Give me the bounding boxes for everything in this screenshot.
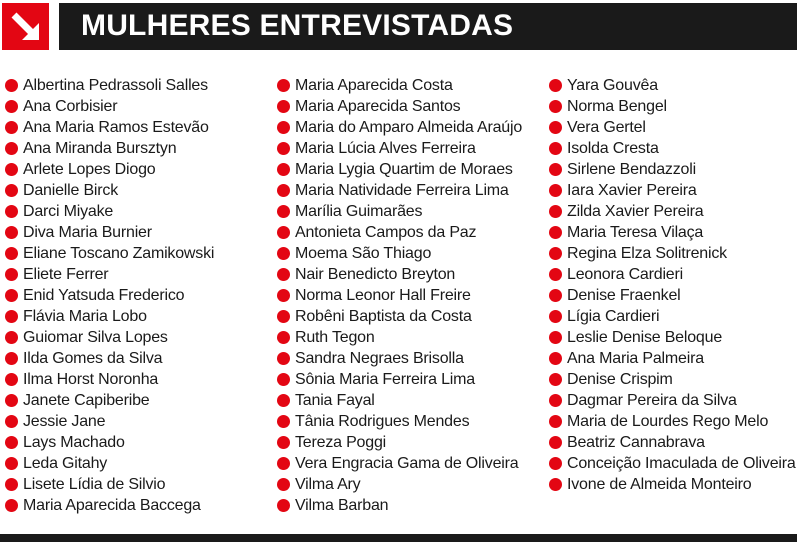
list-item xyxy=(549,243,796,264)
interviewee-name: Vilma Barban xyxy=(295,497,389,514)
bullet-icon xyxy=(277,184,290,197)
bullet-icon xyxy=(277,499,290,512)
bullet-icon xyxy=(549,373,562,386)
bullet-icon xyxy=(277,142,290,155)
bullet-icon xyxy=(549,247,562,260)
list-item xyxy=(5,495,214,516)
list-item xyxy=(277,327,522,348)
interviewee-name: Robêni Baptista da Costa xyxy=(295,308,472,325)
list-item xyxy=(5,96,214,117)
bullet-icon xyxy=(5,205,18,218)
bullet-icon xyxy=(5,184,18,197)
bullet-icon xyxy=(277,352,290,365)
bullet-icon xyxy=(277,100,290,113)
interviewee-name: Leda Gitahy xyxy=(23,455,108,472)
bullet-icon xyxy=(277,478,290,491)
interviewee-name: Sirlene Bendazzoli xyxy=(567,161,696,178)
list-item xyxy=(5,180,214,201)
bullet-icon xyxy=(549,394,562,407)
interviewee-name: Ilma Horst Noronha xyxy=(23,371,159,388)
interviewee-name: Denise Fraenkel xyxy=(567,287,681,304)
bullet-icon xyxy=(549,436,562,449)
header-badge xyxy=(2,3,49,50)
interviewee-name: Norma Leonor Hall Freire xyxy=(295,287,471,304)
interviewee-name: Vilma Ary xyxy=(295,476,361,493)
list-item xyxy=(277,411,522,432)
bullet-icon xyxy=(277,415,290,428)
interviewee-name: Ruth Tegon xyxy=(295,329,375,346)
list-item xyxy=(549,432,796,453)
list-item xyxy=(277,159,522,180)
interviewee-name: Janete Capiberibe xyxy=(23,392,150,409)
bullet-icon xyxy=(5,289,18,302)
list-item xyxy=(549,348,796,369)
interviewee-name: Enid Yatsuda Frederico xyxy=(23,287,185,304)
list-item xyxy=(277,453,522,474)
list-item xyxy=(5,243,214,264)
interviewee-name: Ana Maria Ramos Estevão xyxy=(23,119,209,136)
list-item xyxy=(549,369,796,390)
list-item xyxy=(277,75,522,96)
bullet-icon xyxy=(549,142,562,155)
bullet-icon xyxy=(277,457,290,470)
interviewee-name: Lisete Lídia de Silvio xyxy=(23,476,166,493)
interviewee-name: Ana Corbisier xyxy=(23,98,118,115)
interviewee-name: Flávia Maria Lobo xyxy=(23,308,147,325)
bullet-icon xyxy=(5,415,18,428)
bullet-icon xyxy=(5,499,18,512)
list-item xyxy=(5,264,214,285)
interviewee-name: Dagmar Pereira da Silva xyxy=(567,392,737,409)
interviewee-name: Leslie Denise Beloque xyxy=(567,329,723,346)
bullet-icon xyxy=(549,121,562,134)
bullet-icon xyxy=(5,142,18,155)
list-item xyxy=(277,180,522,201)
bullet-icon xyxy=(549,268,562,281)
list-item xyxy=(5,369,214,390)
interviewee-name: Marília Guimarães xyxy=(295,203,423,220)
list-item xyxy=(549,75,796,96)
interviewee-name: Maria do Amparo Almeida Araújo xyxy=(295,119,523,136)
bullet-icon xyxy=(277,247,290,260)
list-item xyxy=(5,117,214,138)
bullet-icon xyxy=(549,100,562,113)
bullet-icon xyxy=(549,331,562,344)
list-item xyxy=(549,201,796,222)
list-item xyxy=(277,495,522,516)
interviewee-name: Regina Elza Solitrenick xyxy=(567,245,727,262)
interviewee-name: Vera Engracia Gama de Oliveira xyxy=(295,455,519,472)
interviewee-name: Lays Machado xyxy=(23,434,125,451)
list-item xyxy=(5,285,214,306)
interviewee-name: Antonieta Campos da Paz xyxy=(295,224,477,241)
list-item xyxy=(277,243,522,264)
list-item xyxy=(549,96,796,117)
interviewee-name: Ana Maria Palmeira xyxy=(567,350,704,367)
list-item xyxy=(5,159,214,180)
interviewee-name: Beatriz Cannabrava xyxy=(567,434,705,451)
interviewee-name: Sandra Negraes Brisolla xyxy=(295,350,464,367)
list-item xyxy=(277,474,522,495)
arrow-down-right-icon xyxy=(2,3,49,50)
list-item xyxy=(549,390,796,411)
interviewee-name: Ilda Gomes da Silva xyxy=(23,350,163,367)
bullet-icon xyxy=(5,394,18,407)
bullet-icon xyxy=(549,163,562,176)
footer-bar xyxy=(0,534,797,542)
bullet-icon xyxy=(5,226,18,239)
list-item xyxy=(277,264,522,285)
list-item xyxy=(5,432,214,453)
interviewee-name: Maria Aparecida Costa xyxy=(295,77,453,94)
interviewee-name: Maria Natividade Ferreira Lima xyxy=(295,182,509,199)
list-item xyxy=(277,201,522,222)
bullet-icon xyxy=(5,352,18,365)
list-item xyxy=(5,474,214,495)
bullet-icon xyxy=(277,289,290,302)
interviewee-name: Iara Xavier Pereira xyxy=(567,182,697,199)
bullet-icon xyxy=(549,205,562,218)
interviewee-name: Lígia Cardieri xyxy=(567,308,660,325)
list-item xyxy=(549,180,796,201)
list-item xyxy=(549,327,796,348)
interviewee-name: Tereza Poggi xyxy=(295,434,386,451)
list-item xyxy=(549,474,796,495)
bullet-icon xyxy=(277,268,290,281)
bullet-icon xyxy=(277,79,290,92)
bullet-icon xyxy=(549,415,562,428)
list-item xyxy=(277,117,522,138)
list-item xyxy=(5,327,214,348)
list-item xyxy=(277,96,522,117)
interviewee-name: Darci Miyake xyxy=(23,203,114,220)
bullet-icon xyxy=(549,352,562,365)
interviewee-name: Maria Teresa Vilaça xyxy=(567,224,704,241)
bullet-icon xyxy=(5,268,18,281)
list-item xyxy=(277,306,522,327)
list-item xyxy=(549,138,796,159)
interviewee-name: Albertina Pedrassoli Salles xyxy=(23,77,208,94)
interviewee-name: Denise Crispim xyxy=(567,371,673,388)
list-item xyxy=(549,285,796,306)
interviewee-name: Danielle Birck xyxy=(23,182,119,199)
bullet-icon xyxy=(277,163,290,176)
list-item xyxy=(549,117,796,138)
bullet-icon xyxy=(5,163,18,176)
bullet-icon xyxy=(5,436,18,449)
interviewee-name: Tânia Rodrigues Mendes xyxy=(295,413,470,430)
list-item xyxy=(5,348,214,369)
list-item xyxy=(5,138,214,159)
bullet-icon xyxy=(549,478,562,491)
list-item xyxy=(549,453,796,474)
page-title: MULHERES ENTREVISTADAS xyxy=(81,9,514,42)
bullet-icon xyxy=(277,310,290,323)
interviewee-name: Jessie Jane xyxy=(23,413,106,430)
list-item xyxy=(277,369,522,390)
interviewee-name: Maria Aparecida Santos xyxy=(295,98,461,115)
interviewee-name: Guiomar Silva Lopes xyxy=(23,329,168,346)
list-item xyxy=(277,348,522,369)
list-item xyxy=(277,138,522,159)
interviewee-name: Nair Benedicto Breyton xyxy=(295,266,456,283)
bullet-icon xyxy=(549,79,562,92)
interviewee-name: Eliane Toscano Zamikowski xyxy=(23,245,215,262)
bullet-icon xyxy=(5,457,18,470)
list-item xyxy=(5,222,214,243)
interviewee-name: Maria Lúcia Alves Ferreira xyxy=(295,140,476,157)
list-item xyxy=(549,222,796,243)
list-item xyxy=(5,306,214,327)
list-item xyxy=(549,306,796,327)
list-item xyxy=(549,264,796,285)
bullet-icon xyxy=(549,310,562,323)
interviewee-name: Vera Gertel xyxy=(567,119,646,136)
bullet-icon xyxy=(5,331,18,344)
interviewee-name: Sônia Maria Ferreira Lima xyxy=(295,371,475,388)
list-item xyxy=(277,432,522,453)
bullet-icon xyxy=(5,478,18,491)
interviewee-name: Maria Lygia Quartim de Moraes xyxy=(295,161,513,178)
bullet-icon xyxy=(277,121,290,134)
bullet-icon xyxy=(5,373,18,386)
interviewee-name: Diva Maria Burnier xyxy=(23,224,152,241)
bullet-icon xyxy=(5,310,18,323)
bullet-icon xyxy=(5,100,18,113)
list-item xyxy=(549,159,796,180)
interviewee-name: Maria Aparecida Baccega xyxy=(23,497,201,514)
names-column-1 xyxy=(5,75,214,516)
interviewee-name: Maria de Lourdes Rego Melo xyxy=(567,413,769,430)
bullet-icon xyxy=(549,226,562,239)
names-column-2 xyxy=(277,75,522,516)
list-item xyxy=(5,453,214,474)
bullet-icon xyxy=(549,289,562,302)
interviewee-name: Ivone de Almeida Monteiro xyxy=(567,476,752,493)
bullet-icon xyxy=(277,205,290,218)
bullet-icon xyxy=(277,373,290,386)
bullet-icon xyxy=(277,226,290,239)
interviewee-name: Moema São Thiago xyxy=(295,245,432,262)
bullet-icon xyxy=(277,436,290,449)
list-item xyxy=(277,222,522,243)
interviewee-name: Conceição Imaculada de Oliveira xyxy=(567,455,796,472)
bullet-icon xyxy=(549,184,562,197)
list-item xyxy=(277,285,522,306)
bullet-icon xyxy=(277,331,290,344)
interviewee-name: Tania Fayal xyxy=(295,392,375,409)
list-item xyxy=(5,201,214,222)
interviewee-name: Arlete Lopes Diogo xyxy=(23,161,156,178)
names-column-3 xyxy=(549,75,796,495)
interviewee-name: Norma Bengel xyxy=(567,98,667,115)
list-item xyxy=(5,75,214,96)
bullet-icon xyxy=(5,247,18,260)
list-item xyxy=(5,411,214,432)
list-item xyxy=(5,390,214,411)
list-item xyxy=(277,390,522,411)
bullet-icon xyxy=(277,394,290,407)
bullet-icon xyxy=(549,457,562,470)
interviewee-name: Isolda Cresta xyxy=(567,140,659,157)
interviewee-name: Zilda Xavier Pereira xyxy=(567,203,704,220)
bullet-icon xyxy=(5,79,18,92)
interviewee-name: Ana Miranda Bursztyn xyxy=(23,140,177,157)
header xyxy=(0,0,797,52)
bullet-icon xyxy=(5,121,18,134)
title-bar xyxy=(59,3,797,50)
interviewee-name: Yara Gouvêa xyxy=(567,77,658,94)
interviewee-name: Leonora Cardieri xyxy=(567,266,683,283)
list-item xyxy=(549,411,796,432)
interviewee-name: Eliete Ferrer xyxy=(23,266,109,283)
